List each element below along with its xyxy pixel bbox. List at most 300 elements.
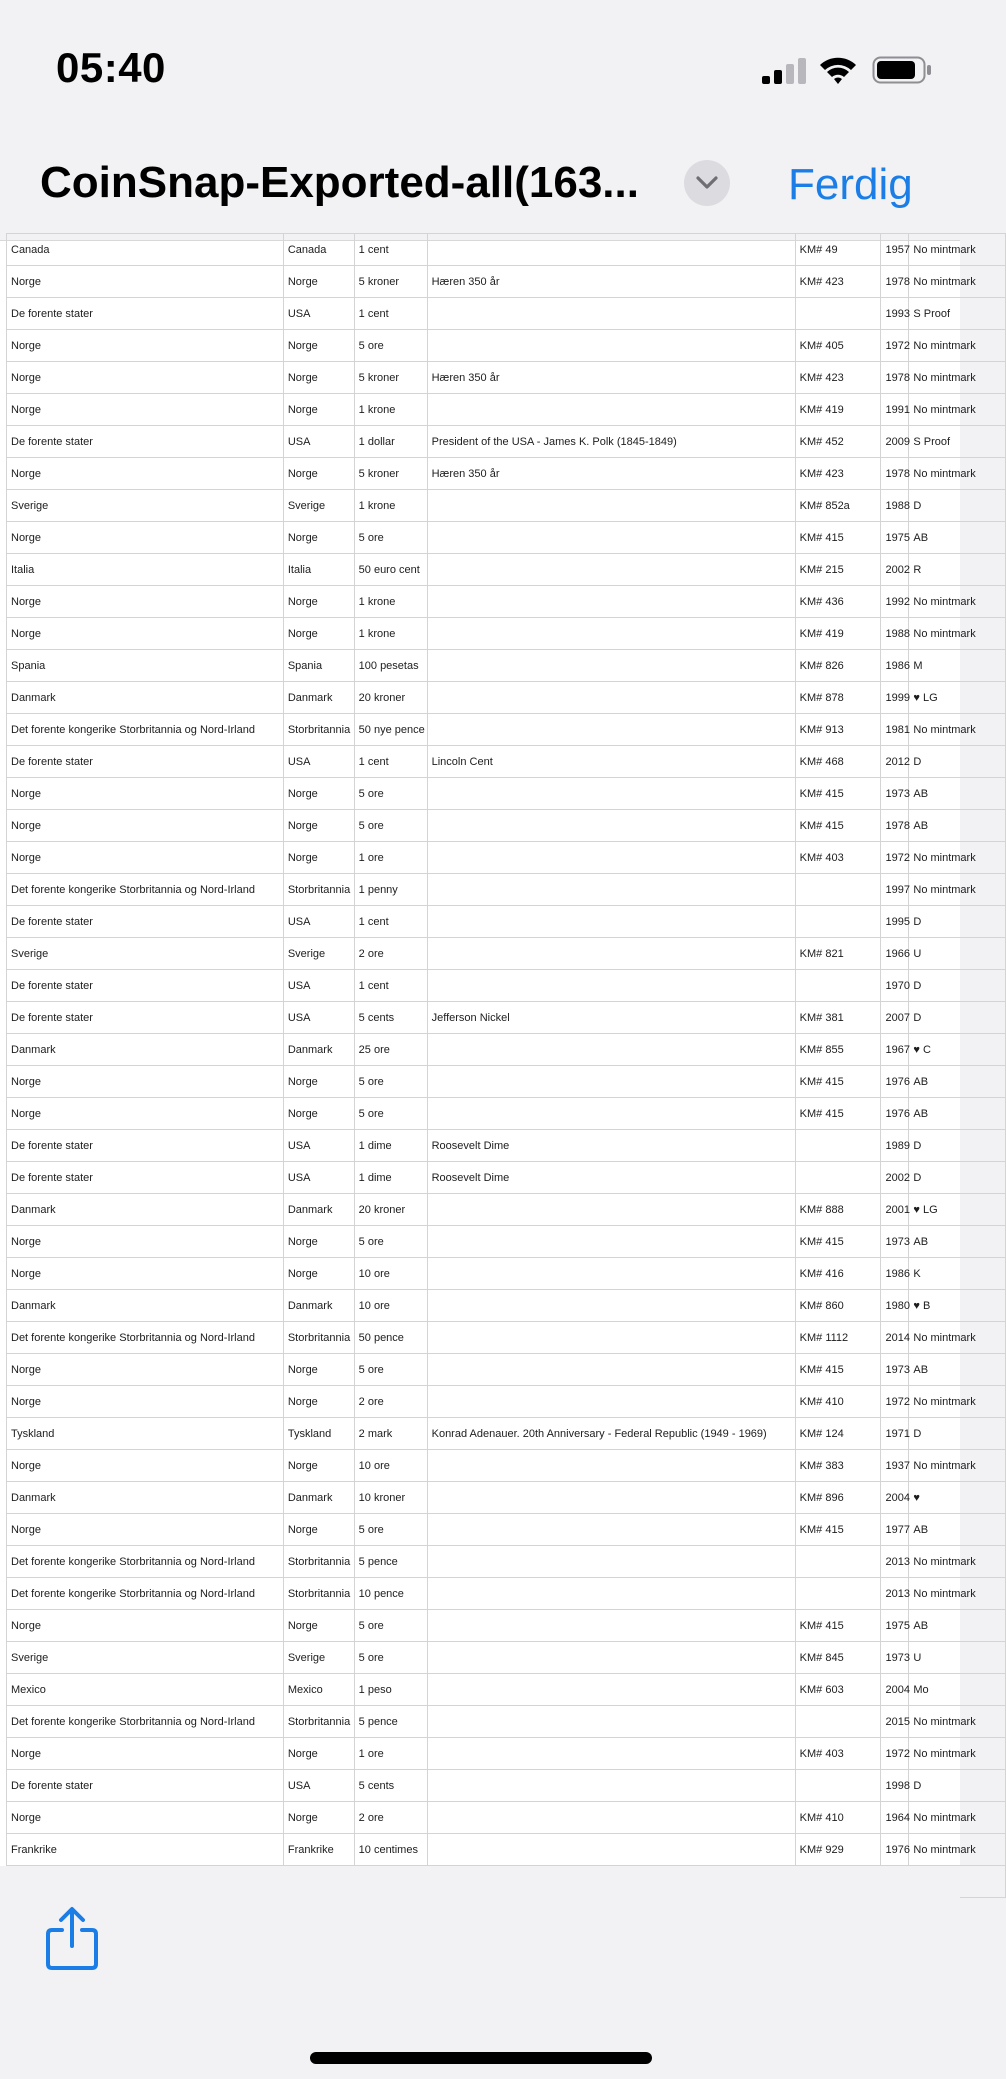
cell-catalog-number: KM# 896 (795, 1482, 881, 1514)
cell-catalog-number: KM# 415 (795, 1066, 881, 1098)
cell-country: Danmark (7, 1034, 284, 1066)
cell-denomination: 5 ore (354, 1226, 427, 1258)
cell-subject (427, 1834, 795, 1866)
cell-year: 1989 (881, 1130, 909, 1162)
cell-country: Norge (7, 1098, 284, 1130)
cell-catalog-number: KM# 415 (795, 1098, 881, 1130)
cell-year: 1981 (881, 714, 909, 746)
cell-catalog-number: KM# 888 (795, 1194, 881, 1226)
coin-table (6, 233, 1006, 1898)
cell-year: 2015 (881, 1706, 909, 1738)
cell-catalog-number: KM# 423 (795, 458, 881, 490)
cell-mintmark: D (909, 1770, 1006, 1802)
cell-catalog-number: KM# 929 (795, 1834, 881, 1866)
cell-country-short: USA (283, 1770, 354, 1802)
cell-catalog-number (795, 874, 881, 906)
cell-subject (427, 1642, 795, 1674)
cell-country-short: Norge (283, 330, 354, 362)
cell-mintmark: ♥ B (909, 1290, 1006, 1322)
table-row (7, 778, 1006, 810)
cell-subject: Jefferson Nickel (427, 1002, 795, 1034)
cell-year: 1997 (881, 874, 909, 906)
cell-year: 1957 (881, 234, 909, 266)
cell-catalog-number: KM# 415 (795, 1610, 881, 1642)
table-row (7, 1770, 1006, 1802)
table-row (7, 1290, 1006, 1322)
cell-country-short: Norge (283, 1066, 354, 1098)
cell-denomination: 20 kroner (354, 682, 427, 714)
cell-denomination: 20 kroner (354, 1194, 427, 1226)
cell-catalog-number: KM# 383 (795, 1450, 881, 1482)
cell-year: 1973 (881, 1354, 909, 1386)
cell-country: Norge (7, 1066, 284, 1098)
cell-catalog-number: KM# 452 (795, 426, 881, 458)
cell-country-short: USA (283, 746, 354, 778)
cell-country: Det forente kongerike Storbritannia og Nord-Irland (7, 1546, 284, 1578)
cell-mintmark: AB (909, 1066, 1006, 1098)
cell-subject: Roosevelt Dime (427, 1130, 795, 1162)
cell-subject (427, 234, 795, 266)
cell-country-short: USA (283, 1130, 354, 1162)
cell-year: 1978 (881, 810, 909, 842)
table-row (7, 1162, 1006, 1194)
cell-year: 2007 (881, 1002, 909, 1034)
cell-mintmark: AB (909, 810, 1006, 842)
cell-catalog-number: KM# 415 (795, 1514, 881, 1546)
cell-catalog-number: KM# 381 (795, 1002, 881, 1034)
cell-country-short: USA (283, 298, 354, 330)
spreadsheet-preview[interactable] (0, 240, 976, 1868)
cell-denomination: 5 ore (354, 1514, 427, 1546)
table-row (7, 1258, 1006, 1290)
cell-country-short: Danmark (283, 1194, 354, 1226)
cell-catalog-number: KM# 416 (795, 1258, 881, 1290)
cell-year: 1992 (881, 586, 909, 618)
cell-country-short: Storbritannia (283, 1578, 354, 1610)
table-row (7, 682, 1006, 714)
table-row (7, 1514, 1006, 1546)
cell-catalog-number: KM# 423 (795, 362, 881, 394)
table-row (7, 330, 1006, 362)
cell-country-short: Storbritannia (283, 1546, 354, 1578)
cell-denomination: 50 nye pence (354, 714, 427, 746)
cell-mintmark: S Proof (909, 298, 1006, 330)
cell-catalog-number: KM# 215 (795, 554, 881, 586)
table-row (7, 842, 1006, 874)
table-row (7, 1642, 1006, 1674)
cell-country-short: Danmark (283, 1034, 354, 1066)
navigation-bar (0, 130, 960, 240)
cell-year: 1975 (881, 522, 909, 554)
cell-subject (427, 970, 795, 1002)
cell-catalog-number: KM# 124 (795, 1418, 881, 1450)
cell-mintmark: ♥ LG (909, 1194, 1006, 1226)
table-row (7, 522, 1006, 554)
cell-mintmark: D (909, 1130, 1006, 1162)
cell-year: 1973 (881, 778, 909, 810)
cell-country: De forente stater (7, 906, 284, 938)
cell-country-short: Norge (283, 1514, 354, 1546)
cell-mintmark: No mintmark (909, 362, 1006, 394)
cell-country: Norge (7, 778, 284, 810)
cell-mintmark: No mintmark (909, 586, 1006, 618)
cell-country-short: Storbritannia (283, 1706, 354, 1738)
cell-mintmark: AB (909, 1354, 1006, 1386)
table-row (7, 714, 1006, 746)
cell-mintmark: AB (909, 1610, 1006, 1642)
table-row (7, 1226, 1006, 1258)
cell-catalog-number: KM# 410 (795, 1802, 881, 1834)
cell-subject: Lincoln Cent (427, 746, 795, 778)
cell-country: Norge (7, 458, 284, 490)
cell-subject (427, 1674, 795, 1706)
cell-year: 1966 (881, 938, 909, 970)
cell-denomination: 10 pence (354, 1578, 427, 1610)
cell-catalog-number: KM# 826 (795, 650, 881, 682)
cell-year: 1978 (881, 266, 909, 298)
cell-year: 2009 (881, 426, 909, 458)
cell-country: Norge (7, 330, 284, 362)
cell-mintmark: ♥ LG (909, 682, 1006, 714)
table-row (7, 1066, 1006, 1098)
chevron-down-icon (695, 174, 719, 192)
cell-country-short: USA (283, 426, 354, 458)
cell-year: 1993 (881, 298, 909, 330)
done-button[interactable]: Ferdig (788, 160, 913, 209)
cell-mintmark: D (909, 906, 1006, 938)
cell-denomination: 5 pence (354, 1706, 427, 1738)
cell-country-short: Norge (283, 1226, 354, 1258)
cell-mintmark: M (909, 650, 1006, 682)
cell-denomination: 5 ore (354, 1066, 427, 1098)
cell-year: 1972 (881, 330, 909, 362)
cell-subject (427, 330, 795, 362)
cell-year: 1988 (881, 490, 909, 522)
cell-subject (427, 554, 795, 586)
cell-catalog-number: KM# 403 (795, 842, 881, 874)
cell-year: 2004 (881, 1674, 909, 1706)
cell-catalog-number: KM# 415 (795, 810, 881, 842)
cellular-signal-icon (762, 58, 810, 84)
cell-denomination: 25 ore (354, 1034, 427, 1066)
table-row (7, 1834, 1006, 1866)
cell-mintmark: No mintmark (909, 874, 1006, 906)
cell-subject (427, 394, 795, 426)
cell-catalog-number (795, 1706, 881, 1738)
cell-country: Norge (7, 522, 284, 554)
cell-country: Det forente kongerike Storbritannia og Nord-Irland (7, 874, 284, 906)
cell-catalog-number: KM# 821 (795, 938, 881, 970)
table-row (7, 394, 1006, 426)
cell-denomination: 5 cents (354, 1002, 427, 1034)
cell-subject (427, 1450, 795, 1482)
cell-country-short: Norge (283, 1386, 354, 1418)
cell-country-short: Storbritannia (283, 874, 354, 906)
cell-subject (427, 874, 795, 906)
cell-country-short: Canada (283, 234, 354, 266)
cell-mintmark: No mintmark (909, 330, 1006, 362)
cell-country-short: Norge (283, 522, 354, 554)
table-row (7, 1546, 1006, 1578)
cell-subject (427, 842, 795, 874)
cell-catalog-number: KM# 852a (795, 490, 881, 522)
cell-subject (427, 1322, 795, 1354)
cell-catalog-number: KM# 436 (795, 586, 881, 618)
cell-country: Tyskland (7, 1418, 284, 1450)
cell-country-short: Danmark (283, 1482, 354, 1514)
cell-country: Norge (7, 394, 284, 426)
cell-mintmark: D (909, 970, 1006, 1002)
cell-country: Norge (7, 618, 284, 650)
cell-country: Sverige (7, 490, 284, 522)
cell-denomination: 1 krone (354, 586, 427, 618)
table-row (7, 234, 1006, 266)
cell-year: 1972 (881, 842, 909, 874)
cell-subject (427, 714, 795, 746)
cell-denomination: 1 krone (354, 618, 427, 650)
cell-country: Spania (7, 650, 284, 682)
cell-country: Norge (7, 1354, 284, 1386)
cell-subject (427, 650, 795, 682)
cell-country: De forente stater (7, 746, 284, 778)
cell-catalog-number: KM# 845 (795, 1642, 881, 1674)
cell-catalog-number (795, 298, 881, 330)
table-row (7, 586, 1006, 618)
cell-catalog-number: KM# 419 (795, 618, 881, 650)
table-row (7, 1130, 1006, 1162)
cell-denomination: 1 dollar (354, 426, 427, 458)
cell-year: 1975 (881, 1610, 909, 1642)
wifi-icon (818, 54, 858, 86)
cell-subject: Roosevelt Dime (427, 1162, 795, 1194)
cell-country-short: Norge (283, 842, 354, 874)
cell-catalog-number (795, 1770, 881, 1802)
cell-country-short: Norge (283, 1738, 354, 1770)
cell-denomination: 50 euro cent (354, 554, 427, 586)
cell-subject (427, 1802, 795, 1834)
cell-subject (427, 1258, 795, 1290)
cell-country: De forente stater (7, 1002, 284, 1034)
cell-subject (427, 1290, 795, 1322)
cell-country-short: Italia (283, 554, 354, 586)
cell-catalog-number: KM# 913 (795, 714, 881, 746)
table-row (7, 1354, 1006, 1386)
table-row (7, 266, 1006, 298)
table-row (7, 810, 1006, 842)
cell-mintmark: U (909, 1642, 1006, 1674)
table-row (7, 1738, 1006, 1770)
cell-denomination: 10 ore (354, 1258, 427, 1290)
cell-subject (427, 1770, 795, 1802)
cell-country-short: Mexico (283, 1674, 354, 1706)
cell-mintmark: Mo (909, 1674, 1006, 1706)
cell-subject: Hæren 350 år (427, 362, 795, 394)
cell-country-short: Norge (283, 618, 354, 650)
table-row (7, 1098, 1006, 1130)
cell-mintmark: No mintmark (909, 1578, 1006, 1610)
cell-year: 1964 (881, 1802, 909, 1834)
cell-country-short: Norge (283, 266, 354, 298)
cell-subject: Konrad Adenauer. 20th Anniversary - Federal Republic (1949 - 1969) (427, 1418, 795, 1450)
cell-country: Italia (7, 554, 284, 586)
table-row (7, 1034, 1006, 1066)
cell-country-short: Norge (283, 362, 354, 394)
table-row (7, 1706, 1006, 1738)
cell-mintmark: ♥ (909, 1482, 1006, 1514)
cell-catalog-number: KM# 419 (795, 394, 881, 426)
cell-year: 2013 (881, 1578, 909, 1610)
cell-mintmark: S Proof (909, 426, 1006, 458)
table-row (7, 1002, 1006, 1034)
cell-year: 1973 (881, 1226, 909, 1258)
cell-catalog-number (795, 970, 881, 1002)
cell-catalog-number: KM# 415 (795, 522, 881, 554)
cell-subject: President of the USA - James K. Polk (1845-1849) (427, 426, 795, 458)
cell-country-short: Sverige (283, 938, 354, 970)
status-bar (0, 0, 960, 130)
cell-subject (427, 1354, 795, 1386)
cell-mintmark: No mintmark (909, 1386, 1006, 1418)
cell-country: Norge (7, 1386, 284, 1418)
cell-country-short: Norge (283, 778, 354, 810)
cell-country: Norge (7, 1226, 284, 1258)
cell-country-short: Storbritannia (283, 714, 354, 746)
cell-country: Det forente kongerike Storbritannia og Nord-Irland (7, 714, 284, 746)
cell-subject: Hæren 350 år (427, 458, 795, 490)
status-clock: 05:40 (56, 44, 166, 91)
cell-country-short: Norge (283, 810, 354, 842)
cell-denomination: 5 ore (354, 330, 427, 362)
table-row (7, 874, 1006, 906)
battery-icon (872, 56, 932, 84)
cell-country-short: USA (283, 906, 354, 938)
cell-country: Sverige (7, 1642, 284, 1674)
table-row (7, 1418, 1006, 1450)
cell-denomination: 1 peso (354, 1674, 427, 1706)
cell-country-short: Norge (283, 394, 354, 426)
cell-country: Danmark (7, 682, 284, 714)
share-icon[interactable] (44, 1906, 100, 1972)
cell-country: Sverige (7, 938, 284, 970)
table-row (7, 746, 1006, 778)
cell-mintmark: AB (909, 1098, 1006, 1130)
cell-denomination: 5 ore (354, 778, 427, 810)
cell-country-short: Sverige (283, 490, 354, 522)
table-row (7, 554, 1006, 586)
cell-denomination: 5 ore (354, 1642, 427, 1674)
cell-denomination: 10 ore (354, 1290, 427, 1322)
cell-country-short: USA (283, 1162, 354, 1194)
cell-year: 1971 (881, 1418, 909, 1450)
cell-denomination: 2 ore (354, 938, 427, 970)
cell-year: 1978 (881, 458, 909, 490)
cell-denomination: 100 pesetas (354, 650, 427, 682)
cell-year: 2012 (881, 746, 909, 778)
cell-country-short: Norge (283, 458, 354, 490)
cell-year: 1967 (881, 1034, 909, 1066)
cell-denomination: 5 ore (354, 522, 427, 554)
cell-year: 2002 (881, 1162, 909, 1194)
cell-year: 1978 (881, 362, 909, 394)
cell-country: Norge (7, 1514, 284, 1546)
cell-subject (427, 938, 795, 970)
cell-mintmark: ♥ C (909, 1034, 1006, 1066)
cell-denomination: 1 cent (354, 906, 427, 938)
table-row (7, 1450, 1006, 1482)
title-menu-button[interactable] (684, 160, 730, 206)
cell-denomination: 1 krone (354, 394, 427, 426)
cell-subject (427, 778, 795, 810)
cell-mintmark: D (909, 1002, 1006, 1034)
cell-subject (427, 1066, 795, 1098)
cell-country: Norge (7, 586, 284, 618)
cell-country-short: Norge (283, 1802, 354, 1834)
cell-year: 1986 (881, 1258, 909, 1290)
cell-denomination: 10 ore (354, 1450, 427, 1482)
cell-country-short: Tyskland (283, 1418, 354, 1450)
cell-catalog-number: KM# 415 (795, 778, 881, 810)
cell-catalog-number: KM# 415 (795, 1354, 881, 1386)
cell-denomination: 1 cent (354, 298, 427, 330)
cell-subject (427, 618, 795, 650)
cell-country-short: Spania (283, 650, 354, 682)
table-row (7, 650, 1006, 682)
table-row (7, 1194, 1006, 1226)
cell-denomination: 1 dime (354, 1130, 427, 1162)
cell-country: De forente stater (7, 970, 284, 1002)
cell-mintmark: D (909, 1162, 1006, 1194)
cell-country-short: Norge (283, 586, 354, 618)
cell-mintmark: D (909, 746, 1006, 778)
cell-denomination: 1 cent (354, 746, 427, 778)
cell-country-short: USA (283, 1002, 354, 1034)
cell-subject (427, 810, 795, 842)
table-row (7, 1802, 1006, 1834)
table-row (7, 1610, 1006, 1642)
cell-mintmark: No mintmark (909, 458, 1006, 490)
cell-denomination: 5 ore (354, 1354, 427, 1386)
table-row (7, 298, 1006, 330)
cell-year: 1988 (881, 618, 909, 650)
bottom-toolbar (0, 1866, 960, 2079)
cell-denomination: 1 dime (354, 1162, 427, 1194)
cell-year: 2014 (881, 1322, 909, 1354)
cell-country-short: Sverige (283, 1642, 354, 1674)
cell-year: 1980 (881, 1290, 909, 1322)
cell-country: De forente stater (7, 1162, 284, 1194)
cell-catalog-number: KM# 468 (795, 746, 881, 778)
cell-year: 1972 (881, 1386, 909, 1418)
cell-mintmark: No mintmark (909, 1802, 1006, 1834)
cell-country: Danmark (7, 1482, 284, 1514)
cell-denomination: 10 centimes (354, 1834, 427, 1866)
cell-year: 1973 (881, 1642, 909, 1674)
cell-denomination: 1 cent (354, 234, 427, 266)
table-row (7, 458, 1006, 490)
cell-subject (427, 1098, 795, 1130)
table-row (7, 938, 1006, 970)
cell-year: 1972 (881, 1738, 909, 1770)
cell-mintmark: No mintmark (909, 1834, 1006, 1866)
cell-year: 1976 (881, 1834, 909, 1866)
cell-country: Norge (7, 1738, 284, 1770)
cell-catalog-number: KM# 49 (795, 234, 881, 266)
home-indicator (310, 2052, 652, 2064)
cell-subject (427, 1610, 795, 1642)
cell-country: Danmark (7, 1290, 284, 1322)
cell-subject (427, 1386, 795, 1418)
cell-mintmark: AB (909, 522, 1006, 554)
